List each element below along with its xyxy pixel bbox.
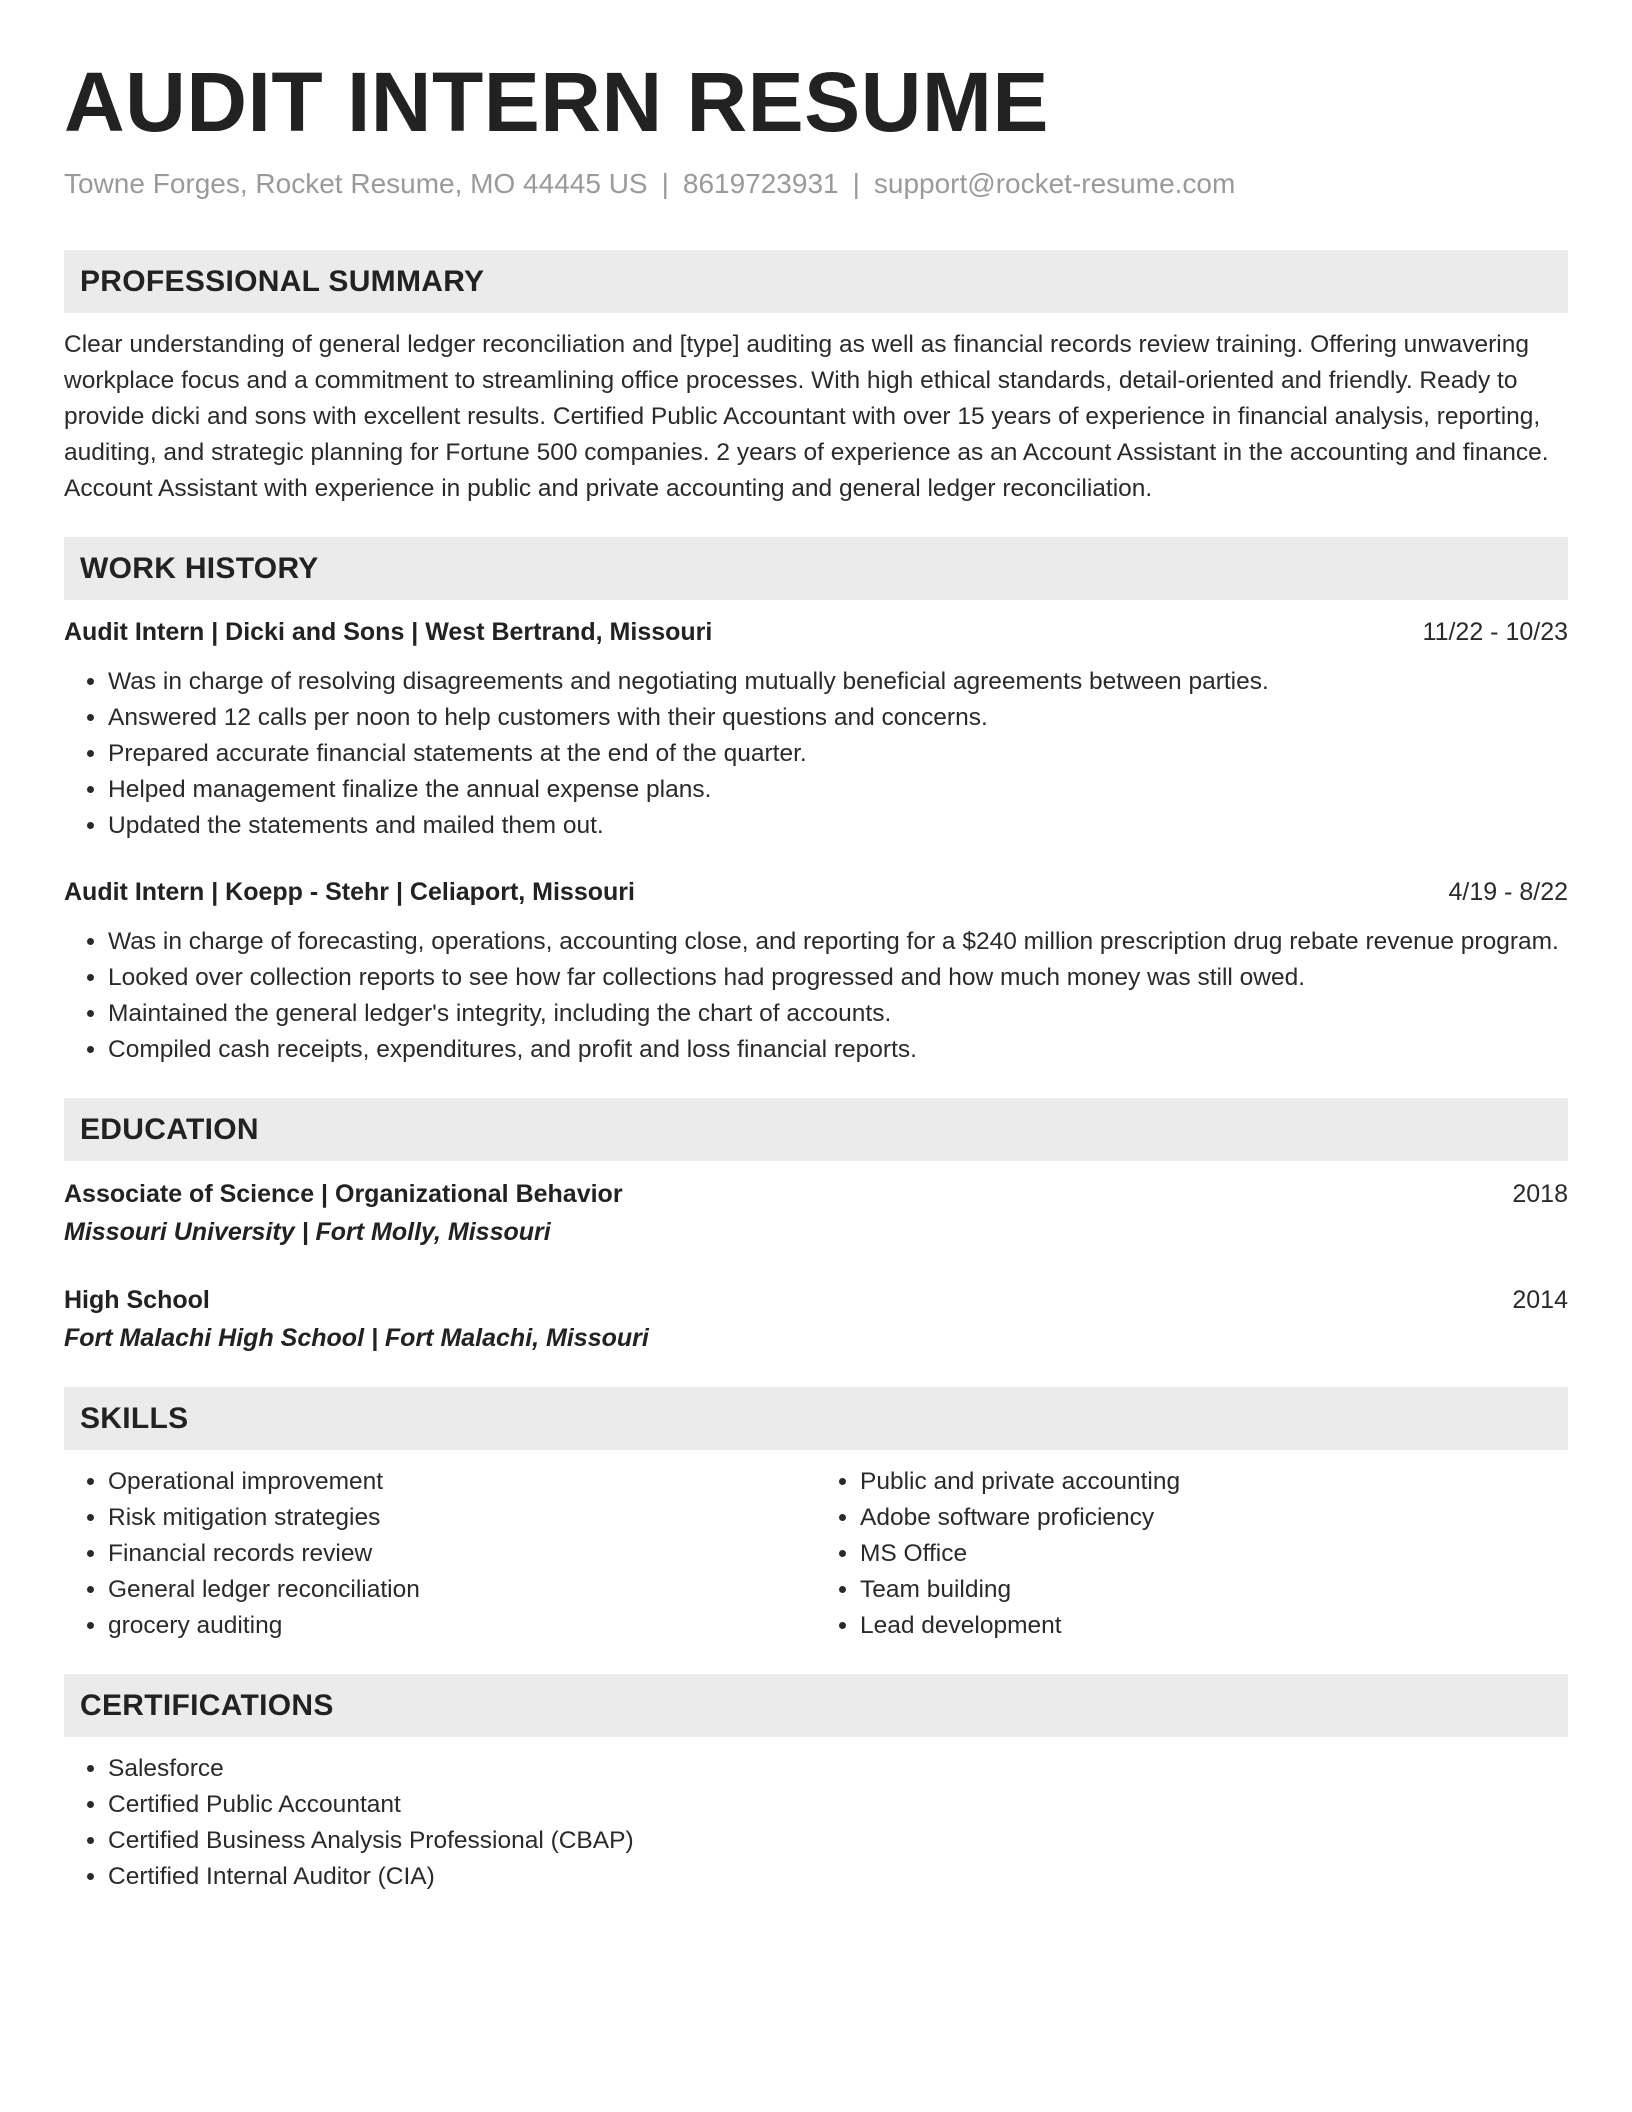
section-heading-skills: SKILLS <box>64 1387 1568 1450</box>
certification-item: • Salesforce <box>108 1751 1568 1787</box>
education-year: 2014 <box>1512 1286 1568 1314</box>
contact-address: Towne Forges, Rocket Resume, MO 44445 US <box>64 168 648 199</box>
job-bullet: • Prepared accurate financial statements at the end of the quarter. <box>108 736 1568 772</box>
education-school: Fort Malachi High School | Fort Malachi, Missouri <box>64 1324 649 1352</box>
skill-item: • Operational improvement <box>108 1464 816 1500</box>
skill-item: • Lead development <box>860 1608 1568 1644</box>
skill-item: • Risk mitigation strategies <box>108 1500 816 1536</box>
job-bullet: • Updated the statements and mailed them out. <box>108 808 1568 844</box>
job-entry <box>64 614 1568 844</box>
section-heading-summary: PROFESSIONAL SUMMARY <box>64 250 1568 313</box>
section-heading-work: WORK HISTORY <box>64 537 1568 600</box>
skills-grid <box>64 1464 1568 1644</box>
job-bullet: • Maintained the general ledger's integrity, including the chart of accounts. <box>108 996 1568 1032</box>
skill-item: • Public and private accounting <box>860 1464 1568 1500</box>
contact-line <box>64 166 1568 202</box>
skills-column-right <box>816 1464 1568 1644</box>
job-bullet: • Answered 12 calls per noon to help customers with their questions and concerns. <box>108 700 1568 736</box>
job-dates: 4/19 - 8/22 <box>1448 878 1568 906</box>
job-bullet: • Helped management finalize the annual expense plans. <box>108 772 1568 808</box>
job-title: Audit Intern | Koepp - Stehr | Celiaport, Missouri <box>64 878 635 906</box>
education-degree: Associate of Science | Organizational Behavior <box>64 1180 623 1208</box>
job-bullets <box>64 664 1568 844</box>
skill-item: • Financial records review <box>108 1536 816 1572</box>
education-entry <box>64 1281 1568 1357</box>
education-header <box>64 1281 1568 1319</box>
education-entry <box>64 1175 1568 1251</box>
contact-phone: 8619723931 <box>682 168 839 199</box>
skill-item: • Adobe software proficiency <box>860 1500 1568 1536</box>
contact-separator: | <box>661 168 669 199</box>
certification-item: • Certified Internal Auditor (CIA) <box>108 1859 1568 1895</box>
resume-title: AUDIT INTERN RESUME <box>64 55 1049 149</box>
job-dates: 11/22 - 10/23 <box>1422 618 1568 646</box>
skill-item: • grocery auditing <box>108 1608 816 1644</box>
section-heading-certifications: CERTIFICATIONS <box>64 1674 1568 1737</box>
skill-item: • MS Office <box>860 1536 1568 1572</box>
education-school: Missouri University | Fort Molly, Missouri <box>64 1218 551 1246</box>
certification-item: • Certified Business Analysis Professional (CBAP) <box>108 1823 1568 1859</box>
job-bullet: • Was in charge of resolving disagreements and negotiating mutually beneficial agreements between parties. <box>108 664 1568 700</box>
job-bullet: • Compiled cash receipts, expenditures, and profit and loss financial reports. <box>108 1032 1568 1068</box>
certifications-list <box>64 1751 1568 1895</box>
contact-email[interactable]: support@rocket-resume.com <box>873 168 1236 199</box>
education-degree: High School <box>64 1286 210 1314</box>
summary-text: Clear understanding of general ledger reconciliation and [type] auditing as well as financial records review training. Offering unwavering workplace focus and a commitment to streamlining office processes. With high ethical standards, detail-oriented and friendly. Ready to provide dicki and sons with excellent results. Certified Public Accountant with over 15 years of experience in financial analysis, reporting, auditing, and strategic planning for Fortune 500 companies. 2 years of experience as an Account Assistant in the accounting and finance. Account Assistant with experience in public and private accounting and general ledger reconciliation. <box>64 331 1549 502</box>
job-header <box>64 614 1568 650</box>
education-year: 2018 <box>1512 1180 1568 1208</box>
contact-separator: | <box>852 168 860 199</box>
skill-item: • General ledger reconciliation <box>108 1572 816 1608</box>
job-bullet: • Was in charge of forecasting, operations, accounting close, and reporting for a $240 million prescription drug rebate revenue program. <box>108 924 1568 960</box>
job-entry <box>64 874 1568 1068</box>
certification-item: • Certified Public Accountant <box>108 1787 1568 1823</box>
job-header <box>64 874 1568 910</box>
job-bullets <box>64 924 1568 1068</box>
job-bullet: • Looked over collection reports to see how far collections had progressed and how much money was still owed. <box>108 960 1568 996</box>
section-heading-education: EDUCATION <box>64 1098 1568 1161</box>
skill-item: • Team building <box>860 1572 1568 1608</box>
skills-column-left <box>64 1464 816 1644</box>
job-title: Audit Intern | Dicki and Sons | West Bertrand, Missouri <box>64 618 713 646</box>
education-header <box>64 1175 1568 1213</box>
